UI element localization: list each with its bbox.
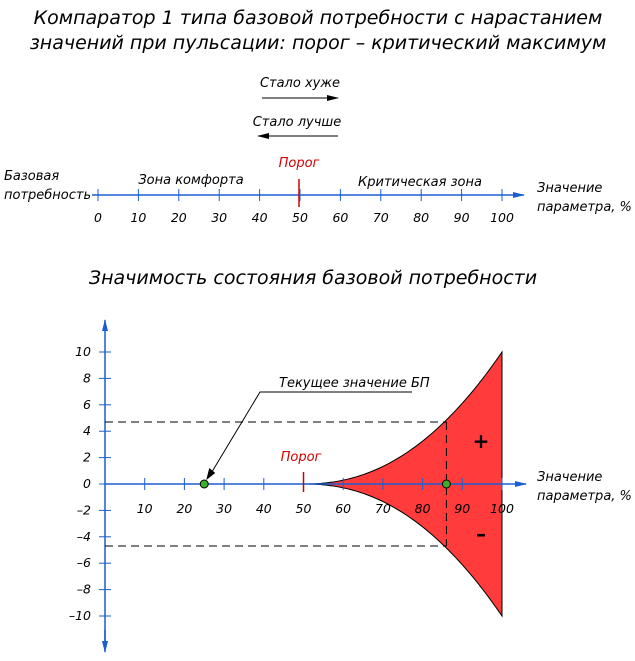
- base-need-label-line-1: Базовая: [4, 169, 60, 184]
- y-tick-label: –4: [76, 528, 91, 544]
- critical-zone-label: Критическая зона: [358, 175, 482, 190]
- y-tick-label: 10: [75, 344, 91, 359]
- x-tick-label: 90: [454, 501, 471, 516]
- current-value-point: [200, 480, 208, 488]
- scale-tick-label: 30: [211, 210, 228, 225]
- chart-axis-label-line-1: Значение: [537, 470, 603, 485]
- title-line-2: значений при пульсации: порог – критический максимум: [29, 32, 607, 54]
- scale-tick-label: 100: [490, 210, 514, 225]
- y-tick-label: –10: [68, 608, 91, 623]
- y-tick-label: –8: [76, 581, 91, 597]
- base-need-label-line-2: потребность: [4, 188, 92, 203]
- y-tick-label: –2: [76, 502, 91, 518]
- y-tick-label: 4: [83, 423, 91, 439]
- scale-tick-label: 20: [170, 210, 187, 225]
- scale-tick-label: 90: [453, 210, 470, 225]
- scale-tick-label: 0: [94, 210, 102, 225]
- title-line-1: Компаратор 1 типа базовой потребности с нарастанием: [33, 7, 603, 29]
- x-tick-label: 70: [374, 501, 391, 516]
- y-tick-label: 6: [83, 396, 91, 412]
- chart-threshold-label: Порог: [280, 450, 322, 465]
- worse-label: Стало хуже: [259, 76, 341, 91]
- leader-arrowhead: [206, 468, 215, 480]
- current-value-label: Текущее значение БП: [279, 376, 430, 391]
- x-tick-label: 30: [216, 501, 233, 516]
- scale-axis-label-line-2: параметра, %: [537, 200, 632, 215]
- x-tick-label: 100: [490, 501, 514, 516]
- scale-tick-label: 80: [413, 210, 430, 225]
- scale-tick-label: 10: [130, 210, 147, 225]
- critical-value-point: [442, 480, 450, 488]
- minus-sign: –: [476, 522, 486, 546]
- y-tick-label: 8: [83, 370, 91, 386]
- x-tick-label: 40: [255, 501, 272, 516]
- scale-tick-label: 60: [332, 210, 349, 225]
- plus-sign: +: [472, 429, 490, 453]
- comfort-zone-label: Зона комфорта: [138, 173, 244, 188]
- better-label: Стало лучше: [252, 115, 342, 130]
- scale-axis-label-line-1: Значение: [537, 181, 603, 196]
- scale-tick-label: 50: [292, 210, 308, 225]
- y-tick-label: 0: [83, 476, 91, 491]
- x-tick-label: 80: [414, 501, 431, 516]
- chart-axis-label-line-2: параметра, %: [537, 489, 632, 504]
- y-tick-label: 2: [83, 449, 91, 465]
- chart-plot: [69, 320, 526, 652]
- x-tick-label: 60: [335, 501, 352, 516]
- current-value-leader: [208, 392, 412, 478]
- y-tick-label: –6: [76, 555, 91, 571]
- scale-tick-label: 70: [372, 210, 389, 225]
- x-tick-label: 20: [176, 501, 193, 516]
- scale-threshold-label: Порог: [278, 156, 320, 171]
- scale-tick-label: 40: [251, 210, 268, 225]
- chart-title: Значимость состояния базовой потребности: [88, 267, 538, 289]
- x-tick-label: 10: [136, 501, 153, 516]
- x-tick-label: 50: [295, 501, 312, 516]
